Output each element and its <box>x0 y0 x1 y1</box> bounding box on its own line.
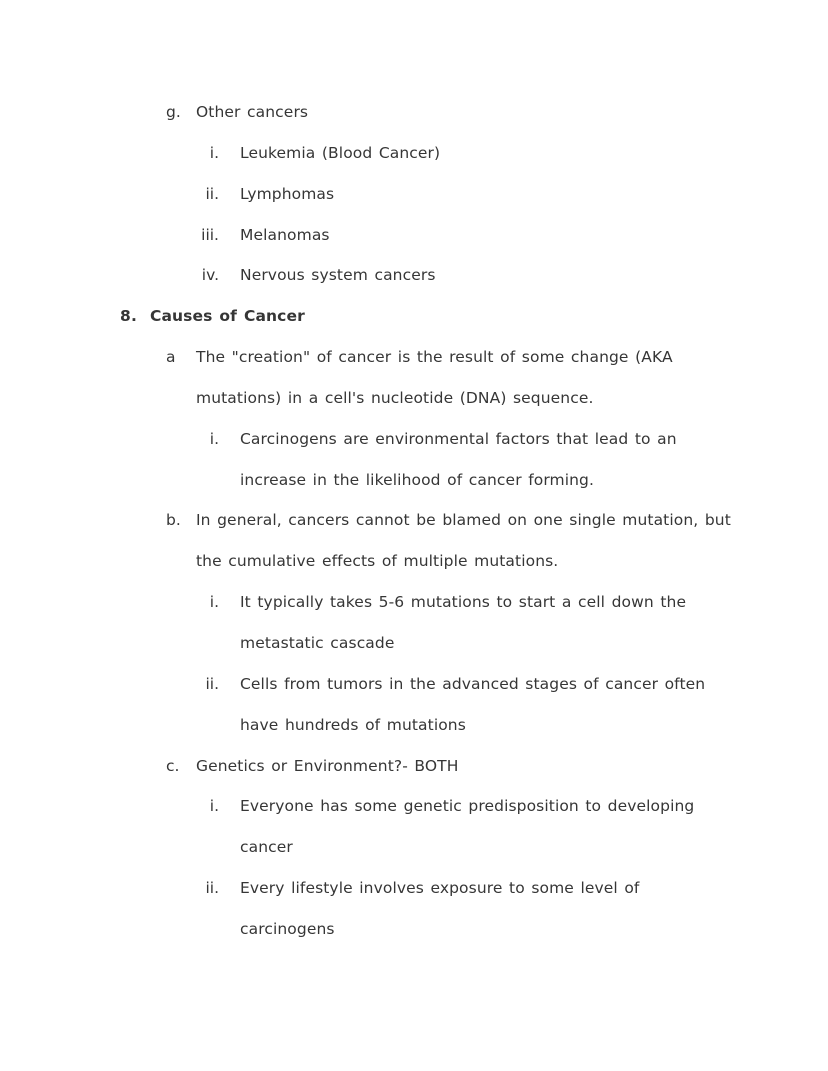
list-marker: a <box>166 348 176 367</box>
list-marker: i. <box>209 593 219 612</box>
line-text: mutations) in a cell's nucleotide (DNA) sequence. <box>196 388 594 407</box>
list-marker: iv. <box>201 266 219 285</box>
outline-line <box>0 510 828 551</box>
outline-line <box>0 796 828 837</box>
line-text: metastatic cascade <box>240 633 395 652</box>
outline-line-continuation <box>0 388 828 429</box>
line-text: Leukemia (Blood Cancer) <box>240 143 441 162</box>
outline-document <box>0 102 828 960</box>
list-marker: ii. <box>205 674 219 693</box>
outline-line <box>0 184 828 225</box>
line-text: Causes of Cancer <box>150 307 305 326</box>
outline-line <box>0 674 828 715</box>
line-text: Melanomas <box>240 225 330 244</box>
list-marker: 8. <box>120 307 138 326</box>
line-text: Genetics or Environment?- BOTH <box>196 756 459 775</box>
line-text: carcinogens <box>240 919 335 938</box>
line-text: Lymphomas <box>240 184 335 203</box>
outline-heading <box>0 306 828 347</box>
list-marker: i. <box>209 797 219 816</box>
line-text: Other cancers <box>196 103 309 121</box>
outline-line-continuation <box>0 919 828 960</box>
line-text: the cumulative effects of multiple mutations. <box>196 552 559 571</box>
outline-line <box>0 756 828 797</box>
line-text: Every lifestyle involves exposure to some level of <box>240 879 640 898</box>
outline-line <box>0 265 828 306</box>
outline-line <box>0 878 828 919</box>
line-text: have hundreds of mutations <box>240 715 466 734</box>
list-marker: c. <box>166 756 180 775</box>
list-marker: ii. <box>205 879 219 898</box>
line-text: Nervous system cancers <box>240 266 436 285</box>
outline-line <box>0 102 828 143</box>
outline-line <box>0 347 828 388</box>
list-marker: iii. <box>201 225 219 244</box>
line-text: The "creation" of cancer is the result of some change (AKA <box>196 348 673 367</box>
outline-line <box>0 592 828 633</box>
outline-line-continuation <box>0 470 828 511</box>
line-text: Everyone has some genetic predisposition to developing <box>240 797 695 816</box>
line-text: Carcinogens are environmental factors that lead to an <box>240 429 677 448</box>
outline-line-continuation <box>0 633 828 674</box>
line-text: cancer <box>240 838 293 857</box>
line-text: In general, cancers cannot be blamed on one single mutation, but <box>196 511 731 530</box>
list-marker: i. <box>209 429 219 448</box>
outline-line <box>0 143 828 184</box>
outline-line <box>0 429 828 470</box>
outline-line-continuation <box>0 715 828 756</box>
list-marker: b. <box>166 511 181 530</box>
line-text: Cells from tumors in the advanced stages of cancer often <box>240 674 706 693</box>
outline-line <box>0 225 828 266</box>
outline-line-continuation <box>0 551 828 592</box>
outline-line-continuation <box>0 837 828 878</box>
list-marker: ii. <box>205 184 219 203</box>
list-marker: g. <box>166 103 181 121</box>
line-text: It typically takes 5-6 mutations to start a cell down the <box>240 593 687 612</box>
list-marker: i. <box>209 143 219 162</box>
line-text: increase in the likelihood of cancer forming. <box>240 470 595 489</box>
